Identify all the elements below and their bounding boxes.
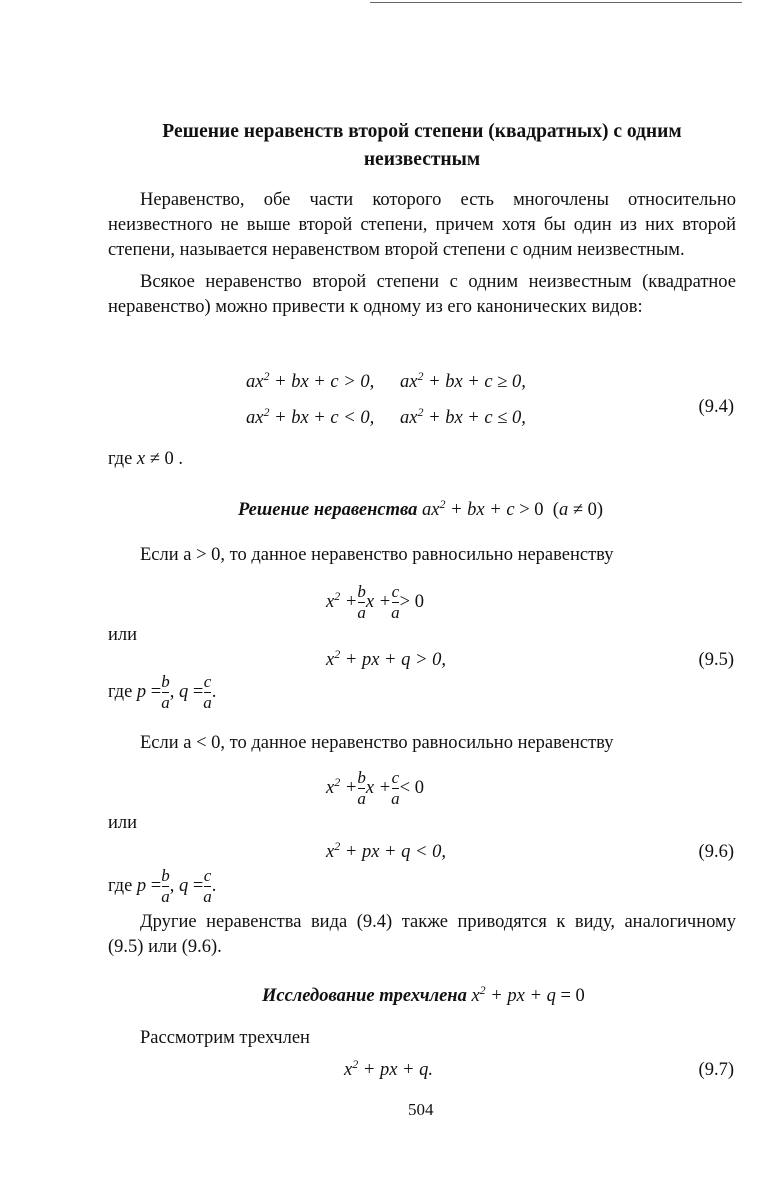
equation-9-5: $x^2$ + px + q > 0, <box>326 647 447 670</box>
equation-number-9-4: (9.4) <box>698 397 734 417</box>
page-title: Решение неравенств второй степени (квадратных) с одним неизвестным <box>162 121 682 170</box>
equation-9-7: $x^2$ + px + q. <box>344 1057 434 1080</box>
if-a-negative: Если a < 0, то данное неравенство равносильно неравенству <box>140 733 614 753</box>
page-number: 504 <box>408 1100 434 1119</box>
canon-ineq-2: $ax^2$ + bx + c ≥ 0, <box>400 369 526 392</box>
canon-ineq-4: $ax^2$ + bx + c ≤ 0, <box>400 405 526 428</box>
paragraph-definition: Неравенство, обе части которого есть многочлены относительно неизвестного не выше второй степени, причем хотя бы один из них второй степени, называется неравенством второй степени с одним неизвестным. <box>108 190 736 260</box>
reduced-ineq-negative: $x^2$ + $\frac{b}{a}$ x + $\frac{c}{a}$ < 0 <box>326 768 424 808</box>
paragraph-other-forms: Другие неравенства вида (9.4) также приводятся к виду, аналогичному (9.5) или (9.6). <box>108 912 736 957</box>
where-p-q-2: где p = $\frac{b}{a}$ , q = $\frac{c}{a}$ . <box>108 866 217 906</box>
equation-number-9-5: (9.5) <box>698 650 734 670</box>
where-p-q-1: где p = $\frac{b}{a}$ , q = $\frac{c}{a}$ . <box>108 672 217 712</box>
section-heading-solution: Решение неравенства $ax^2$ + bx + c > 0 (a ≠ 0) <box>238 497 604 520</box>
equation-number-9-6: (9.6) <box>698 842 734 862</box>
paragraph-canonical: Всякое неравенство второй степени с одним неизвестным (квадратное неравенство) можно привести к одному из его канонических видов: <box>108 272 736 317</box>
where-x-not-zero: где x ≠ 0 . <box>108 449 184 469</box>
reduced-ineq-positive: $x^2$ + $\frac{b}{a}$ x + $\frac{c}{a}$ > 0 <box>326 582 424 622</box>
section-heading-trinomial: Исследование трехчлена $x^2$ + px + q = 0 <box>262 983 585 1006</box>
if-a-positive: Если a > 0, то данное неравенство равносильно неравенству <box>140 545 614 565</box>
equation-number-9-7: (9.7) <box>698 1060 734 1080</box>
canon-ineq-3: $ax^2$ + bx + c < 0, <box>246 405 375 428</box>
equation-9-6: $x^2$ + px + q < 0, <box>326 839 447 862</box>
top-rule <box>370 2 742 3</box>
canon-ineq-1: $ax^2$ + bx + c > 0, <box>246 369 375 392</box>
page-content <box>108 118 736 320</box>
or-label-2: или <box>108 813 138 833</box>
or-label-1: или <box>108 625 138 645</box>
consider-trinomial: Рассмотрим трехчлен <box>140 1028 310 1048</box>
